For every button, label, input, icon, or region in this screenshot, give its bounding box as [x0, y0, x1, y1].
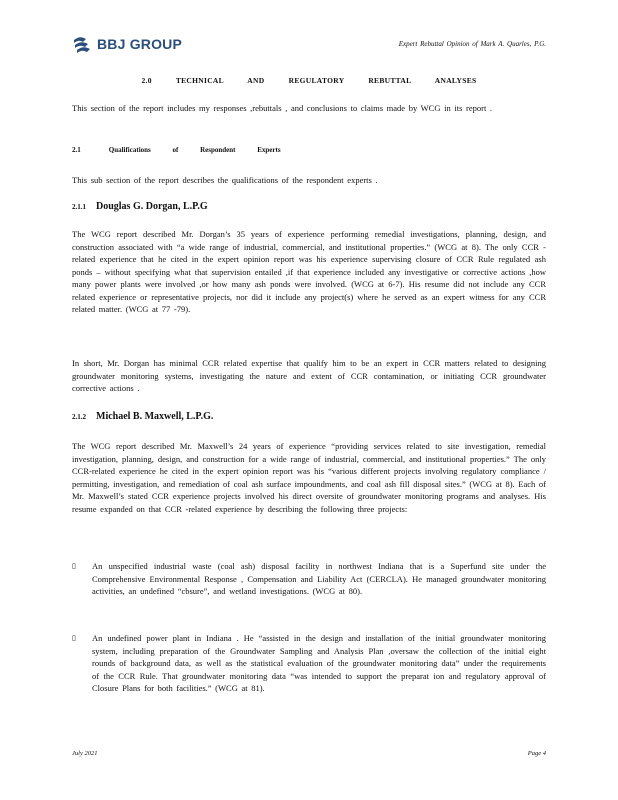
- page-number: Page 4: [527, 750, 546, 757]
- expert-heading-dorgan: [72, 201, 208, 212]
- dorgan-paragraph-2: In short, Mr. Dorgan has minimal CCR related expertise that qualify him to be an expert in CCR matters related to designing groundwater monitoring systems, investigating the nature and extent of CCR contamination, or initiating CCR groundwater corrective actions .: [72, 358, 546, 393]
- section-number: 2.0: [141, 76, 152, 85]
- logo-text: BBJ GROUP: [97, 36, 183, 52]
- footer-date: July 2021: [72, 750, 98, 757]
- bullet-marker: ▯: [72, 634, 76, 642]
- bullet-text: An unspecified industrial waste (coal ash) disposal facility in northwest Indiana that is a Superfund site under the Comprehensive Environmental Response , Compensation and Liability Act (CERCLA). He managed groundwater monitoring activities, an undefined “cbsure”, and wetland investigations. (WCG at 80).: [92, 561, 546, 596]
- subsection-intro: This sub section of the report describes the qualifications of the respondent experts .: [72, 175, 378, 185]
- subsection-heading: [72, 146, 281, 154]
- section-heading: [0, 76, 618, 85]
- dorgan-paragraph-1: The WCG report described Mr. Dorgan’s 35 years of experience performing remedial investigations, planning, design, and construction associated with “a wide range of industrial, commercial, and institutional properties.” (WCG at 8). The only CCR -related experience that he cited in the expert opinion report was his experience supervising closure of CCR Rule regulated ash ponds – without specifying what that supervision entailed ,if that experience included any investigative or corrective actions ,how many power plants were involved ,or how many ash ponds were involved. (WCG at 6-7). His resume did not include any CCR related experience or representative projects, nor did it include any project(s) where he served as an expert witness for any CCR related matter. (WCG at 77 -79).: [72, 229, 546, 314]
- report-header-title: Expert Rebuttal Opinion of Mark A. Quarles, P.G.: [398, 40, 546, 48]
- subsection-title: Qualifications of Respondent Experts: [108, 146, 281, 154]
- subsection-number: 2.1: [72, 146, 81, 154]
- maxwell-paragraph-1: The WCG report described Mr. Maxwell’s 24 years of experience “providing services related to site investigation, remedial investigation, planning, design, and construction for a wide range of industrial, commercial, and institutional properties.” The only CCR-related experience he cited in the expert opinion report was his “various different projects involving regulatory compliance / permitting, investigation, and remediation of coal ash surface impoundments, and coal ash fill disposal sites.” (WCG at 8). Each of Mr. Maxwell’s stated CCR experience projects involved his direct oversite of groundwater monitoring programs and analyses. His resume expanded on that CCR -related experience by describing the following three projects:: [72, 441, 546, 514]
- section-title: TECHNICAL AND REGULATORY REBUTTAL ANALYSES: [175, 76, 477, 85]
- expert-heading-maxwell: [72, 411, 213, 422]
- expert-number: 2.1.2: [72, 413, 86, 421]
- bullet-text: An undefined power plant in Indiana . He “assisted in the design and installation of the initial groundwater monitoring system, including preparation of the Groundwater Sampling and Analysis Plan ,oversaw the collection of the initial eight rounds of background data, as well as the statistical evaluation of the groundwater monitoring data” under the requirements of the CCR Rule. That groundwater monitoring data “was intended to support the preparat ion and regulatory approval of Closure Plans for both facilities.” (WCG at 81).: [92, 633, 546, 693]
- bullet-marker: ▯: [72, 562, 76, 570]
- expert-name: Douglas G. Dorgan, L.P.G: [96, 201, 208, 212]
- expert-number: 2.1.1: [72, 203, 86, 211]
- section-intro: This section of the report includes my responses ,rebuttals , and conclusions to claims made by WCG in its report .: [72, 103, 493, 113]
- company-logo: [72, 34, 182, 54]
- expert-name: Michael B. Maxwell, L.P.G.: [96, 411, 214, 422]
- bbj-logo-icon: [72, 34, 94, 54]
